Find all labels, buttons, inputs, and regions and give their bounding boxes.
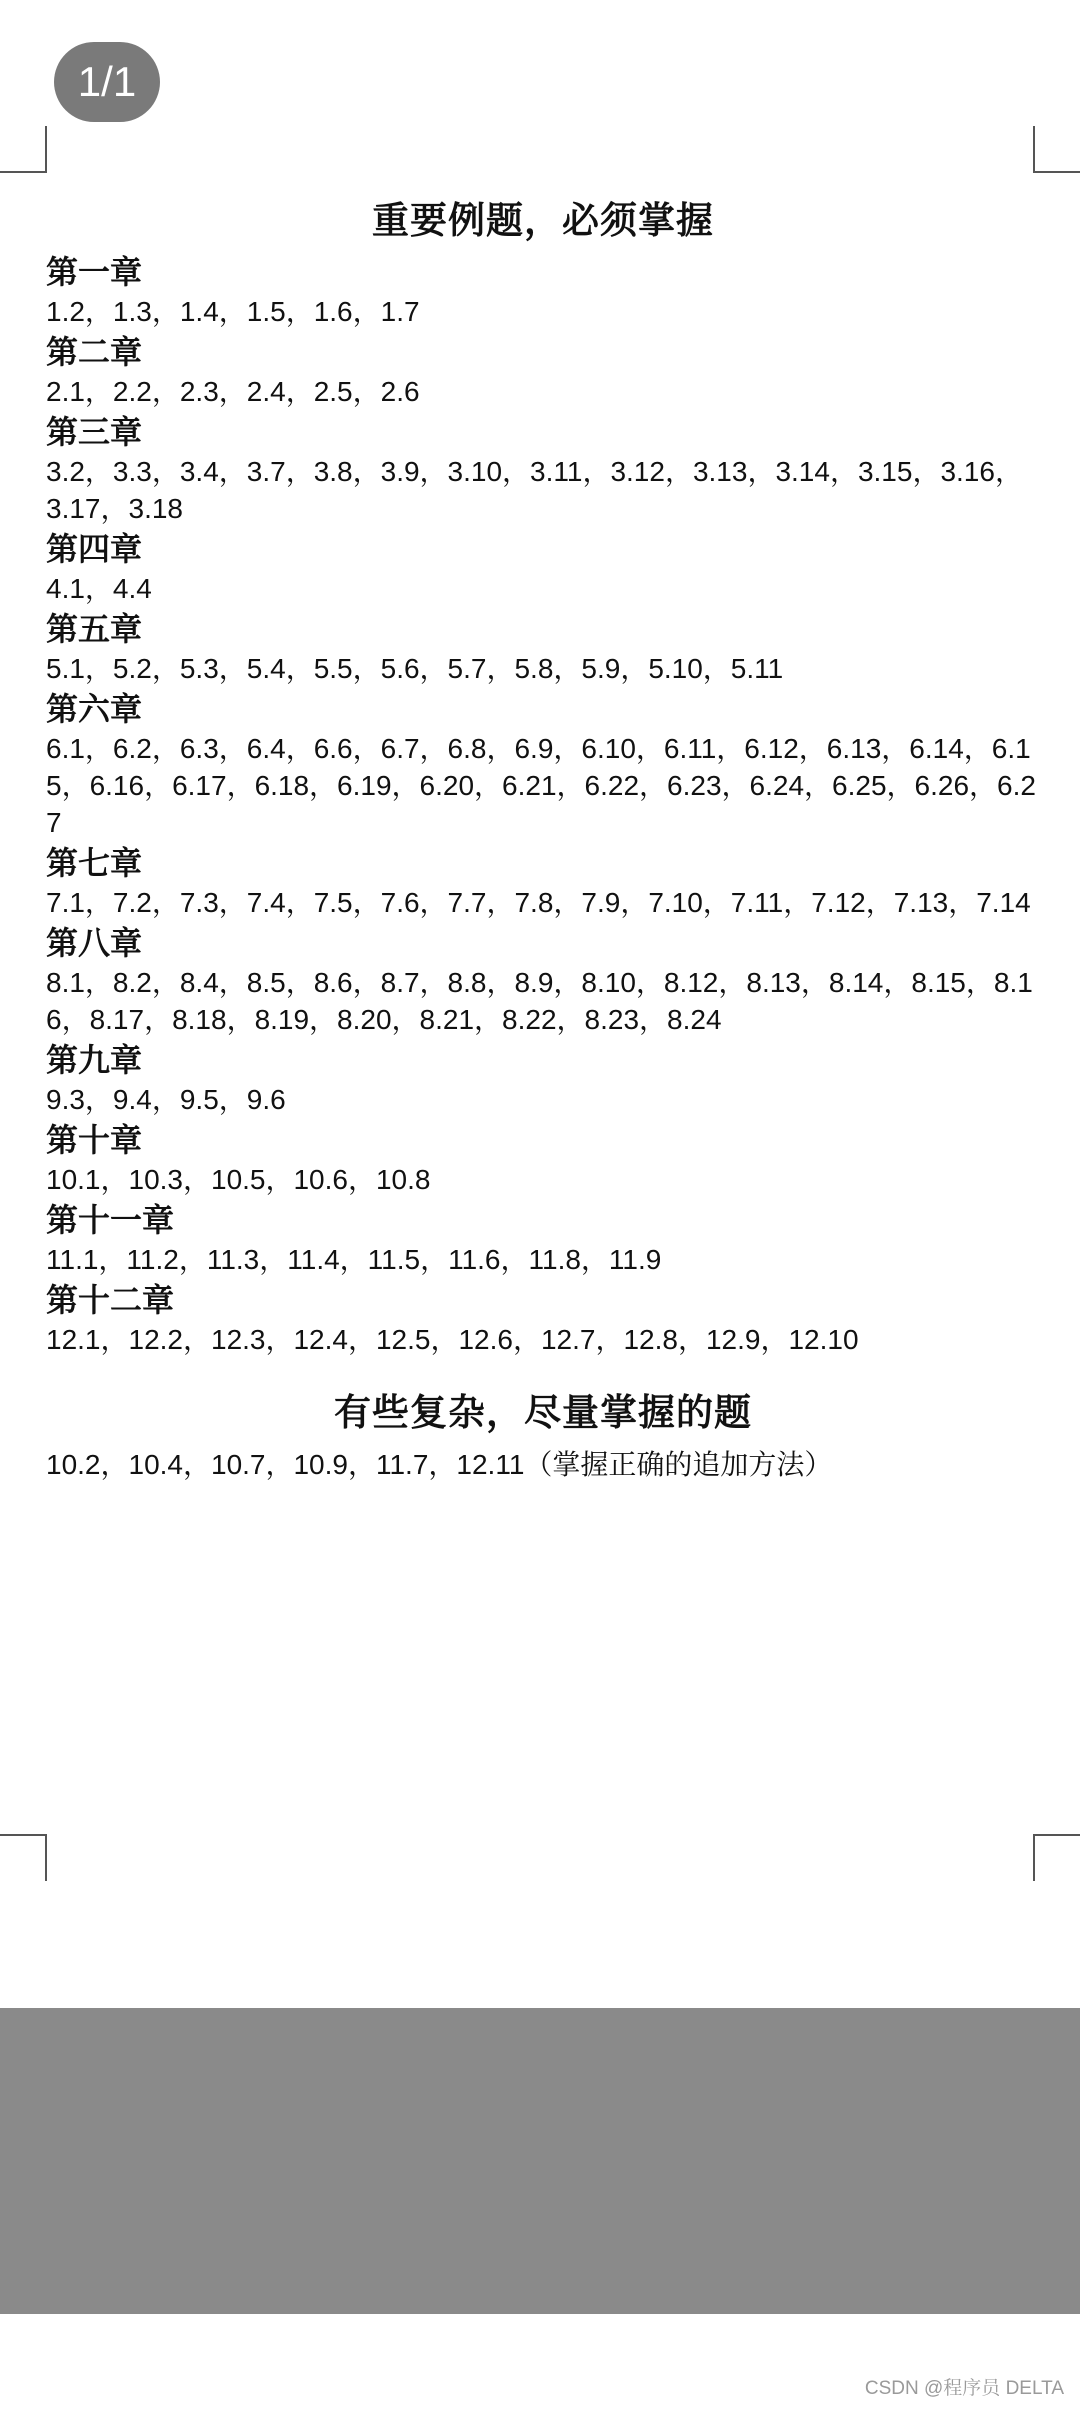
chapter-8-items: 8.1，8.2，8.4，8.5，8.6，8.7，8.8，8.9，8.10，8.12，8.13，8.14，8.15，8.16，8.17，8.18，8.19，8.20，8.21，8.22，8.23，8.24 [46, 967, 1033, 1035]
watermark: CSDN @程序员 DELTA [864, 2378, 1064, 2399]
corner-mark-top-left [0, 126, 47, 173]
page-gap-band [0, 2008, 1080, 2314]
chapter-6-heading: 第六章 [46, 690, 143, 728]
chapter-7-heading: 第七章 [46, 844, 143, 882]
chapter-10-heading: 第十章 [46, 1121, 143, 1159]
section2-title: 有些复杂，尽量掌握的题 [334, 1391, 752, 1434]
corner-mark-bottom-left [0, 1834, 47, 1881]
chapter-9-heading: 第九章 [46, 1041, 143, 1079]
chapter-5-heading: 第五章 [46, 610, 143, 648]
section1-title: 重要例题，必须掌握 [372, 199, 714, 242]
chapter-4-items: 4.1，4.4 [46, 573, 152, 604]
chapter-5-items: 5.1，5.2，5.3，5.4，5.5，5.6，5.7，5.8，5.9，5.10，5.11 [46, 653, 784, 684]
section2-items: 10.2，10.4，10.7，10.9，11.7，12.11（掌握正确的追加方法） [46, 1449, 833, 1480]
chapter-2-items: 2.1，2.2，2.3，2.4，2.5，2.6 [46, 376, 420, 407]
chapter-1-heading: 第一章 [46, 253, 143, 291]
chapter-12-heading: 第十二章 [46, 1281, 175, 1319]
chapter-11-heading: 第十一章 [46, 1201, 175, 1239]
chapter-8-heading: 第八章 [46, 924, 143, 962]
chapter-10-items: 10.1，10.3，10.5，10.6，10.8 [46, 1164, 431, 1195]
chapter-4-heading: 第四章 [46, 530, 143, 568]
chapter-12-items: 12.1，12.2，12.3，12.4，12.5，12.6，12.7，12.8，12.9，12.10 [46, 1324, 859, 1355]
chapter-6-items: 6.1，6.2，6.3，6.4，6.6，6.7，6.8，6.9，6.10，6.11，6.12，6.13，6.14，6.15，6.16，6.17，6.18，6.19，6.20，6.21，6.22，6.23，6.24，6.25，6.26，6.27 [46, 733, 1036, 838]
chapter-1-items: 1.2，1.3，1.4，1.5，1.6，1.7 [46, 296, 420, 327]
chapter-3-items: 3.2，3.3，3.4，3.7，3.8，3.9，3.10，3.11，3.12，3.13，3.14，3.15，3.16，3.17，3.18 [46, 456, 1023, 524]
corner-mark-top-right [1033, 126, 1080, 173]
chapter-3-heading: 第三章 [46, 413, 143, 451]
chapter-7-items: 7.1，7.2，7.3，7.4，7.5，7.6，7.7，7.8，7.9，7.10，7.11，7.12，7.13，7.14 [46, 887, 1031, 918]
chapter-9-items: 9.3，9.4，9.5，9.6 [46, 1084, 286, 1115]
page-indicator[interactable]: 1/1 [54, 42, 160, 122]
chapter-11-items: 11.1，11.2，11.3，11.4，11.5，11.6，11.8，11.9 [46, 1244, 662, 1275]
corner-mark-bottom-right [1033, 1834, 1080, 1881]
chapter-2-heading: 第二章 [46, 333, 143, 371]
document-content [46, 192, 1040, 1485]
